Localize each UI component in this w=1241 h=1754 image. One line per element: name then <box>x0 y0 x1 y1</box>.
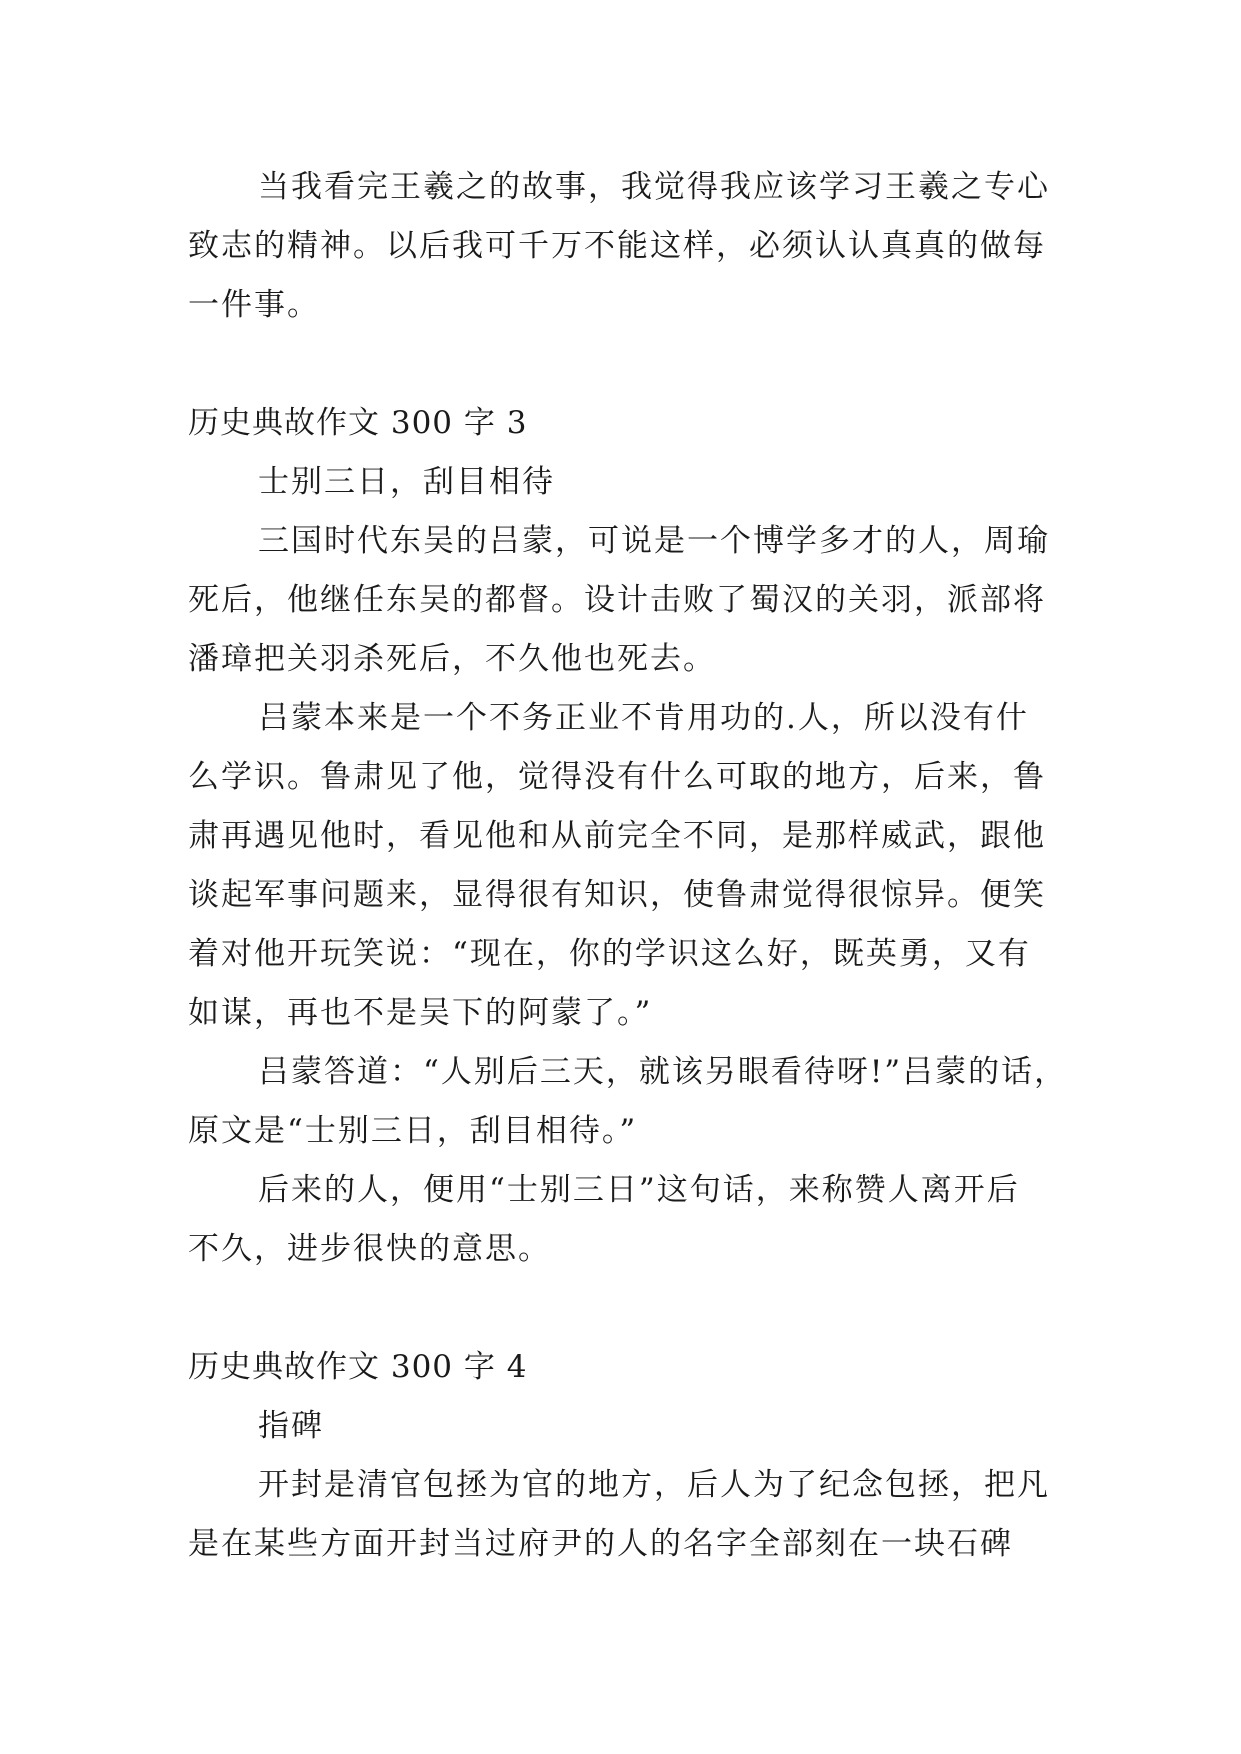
paragraph-line: 么学识。鲁肃见了他，觉得没有什么可取的地方，后来，鲁 <box>188 759 1046 795</box>
paragraph-line: 不久，进步很快的意思。 <box>188 1231 551 1267</box>
paragraph-line: 原文是“士别三日，刮目相待。” <box>188 1113 638 1149</box>
story4-paragraph-1 <box>188 1456 1058 1574</box>
section-gap <box>188 1279 1058 1338</box>
paragraph-line: 谈起军事问题来，显得很有知识，使鲁肃觉得很惊异。便笑 <box>188 877 1046 913</box>
story-title-3: 士别三日，刮目相待 <box>258 464 555 500</box>
story3-paragraph-1 <box>188 512 1058 689</box>
story3-paragraph-2 <box>188 689 1058 1043</box>
paragraph-line: 一件事。 <box>188 287 320 323</box>
paragraph-line: 致志的精神。以后我可千万不能这样，必须认认真真的做每 <box>188 228 1046 264</box>
paragraph-line: 肃再遇见他时，看见他和从前完全不同，是那样威武，跟他 <box>188 818 1046 854</box>
section-heading-3: 历史典故作文 300 字 3 <box>188 405 528 441</box>
story3-paragraph-4 <box>188 1161 1058 1279</box>
paragraph-line: 后来的人，便用“士别三日”这句话，来称赞人离开后 <box>258 1172 1020 1208</box>
paragraph-line: 当我看完王羲之的故事，我觉得我应该学习王羲之专心 <box>258 169 1050 205</box>
paragraph-line: 如谋，再也不是吴下的阿蒙了。” <box>188 995 653 1031</box>
section-gap <box>188 335 1058 394</box>
document-body <box>188 158 1068 1574</box>
paragraph-line: 潘璋把关羽杀死后，不久他也死去。 <box>188 641 716 677</box>
paragraph-line: 死后，他继任东吴的都督。设计击败了蜀汉的关羽，派部将 <box>188 582 1046 618</box>
paragraph-line: 吕蒙答道：“人别后三天，就该另眼看待呀!”吕蒙的话， <box>258 1054 1068 1090</box>
paragraph-line: 着对他开玩笑说：“现在，你的学识这么好，既英勇，又有 <box>188 936 1031 972</box>
paragraph-line: 吕蒙本来是一个不务正业不肯用功的.人，所以没有什 <box>258 700 1029 736</box>
intro-paragraph <box>188 158 1058 335</box>
story-title-4: 指碑 <box>258 1408 324 1444</box>
paragraph-line: 是在某些方面开封当过府尹的人的名字全部刻在一块石碑 <box>188 1526 1013 1562</box>
paragraph-line: 开封是清官包拯为官的地方，后人为了纪念包拯，把凡 <box>258 1467 1050 1503</box>
paragraph-line: 三国时代东吴的吕蒙，可说是一个博学多才的人，周瑜 <box>258 523 1050 559</box>
story3-paragraph-3 <box>188 1043 1068 1161</box>
section-heading-4: 历史典故作文 300 字 4 <box>188 1349 528 1385</box>
